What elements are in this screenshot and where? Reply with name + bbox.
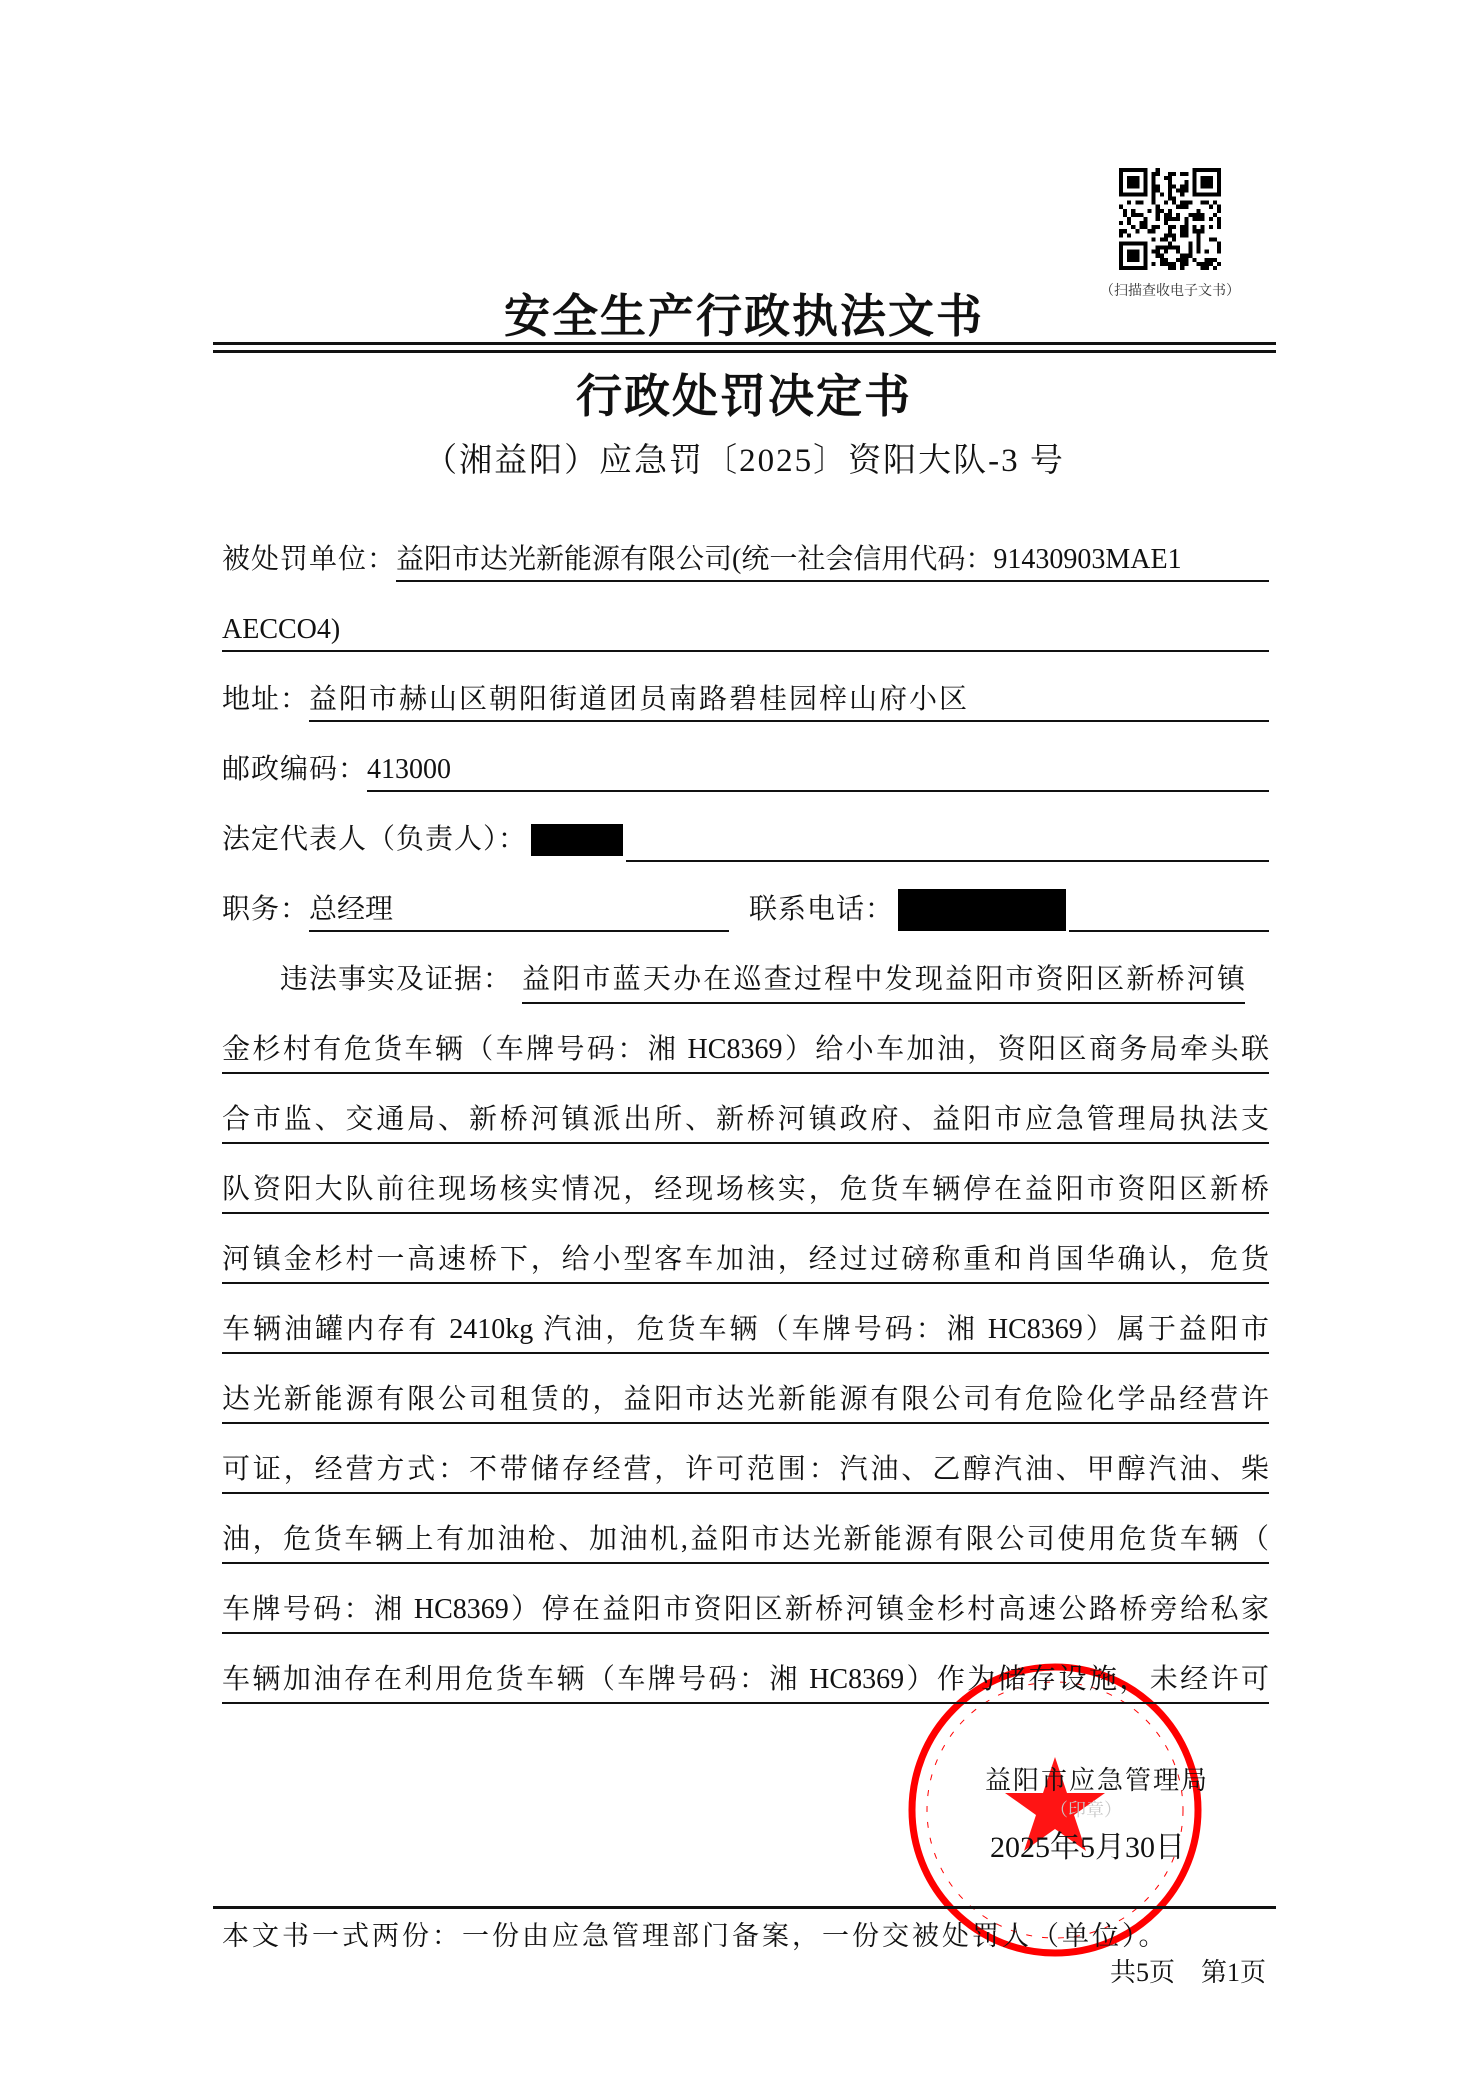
- facts-line: 益阳市蓝天办在巡查过程中发现益阳市资阳区新桥河镇: [522, 958, 1245, 1004]
- party-label: 被处罚单位：: [222, 544, 397, 575]
- address-label: 地址：: [222, 684, 310, 715]
- facts-line: 可证，经营方式：不带储存经营，许可范围：汽油、乙醇汽油、甲醇汽油、柴: [222, 1448, 1269, 1494]
- postcode-value-text: 413000: [367, 754, 452, 785]
- position-value-text: 总经理: [309, 894, 394, 925]
- postcode-row: [222, 748, 1269, 792]
- party-value: [396, 538, 1269, 582]
- document-number: （湘益阳）应急罚〔2025〕资阳大队-3 号: [424, 443, 1065, 479]
- qr-caption: （扫描查收电子文书）: [1100, 284, 1240, 299]
- facts-label: 违法事实及证据：: [280, 964, 513, 995]
- header-divider-top: [213, 342, 1276, 345]
- party-value-cont-text: AECCO4): [222, 614, 341, 645]
- phone-label: 联系电话：: [749, 894, 895, 925]
- facts-line: 车牌号码：湘 HC8369）停在益阳市资阳区新桥河镇金杉村高速公路桥旁给私家: [222, 1588, 1269, 1634]
- facts-line: 达光新能源有限公司租赁的，益阳市达光新能源有限公司有危险化学品经营许: [222, 1378, 1269, 1424]
- redacted-name: [531, 824, 623, 856]
- header-divider-bottom: [213, 350, 1276, 353]
- position-row: [222, 888, 1269, 932]
- facts-line: 河镇金杉村一高速桥下，给小型客车加油，经过过磅称重和肖国华确认，危货: [222, 1238, 1269, 1284]
- facts-line: 合市监、交通局、新桥河镇派出所、新桥河镇政府、益阳市应急管理局执法支: [222, 1098, 1269, 1144]
- address-value: [309, 678, 1269, 722]
- position-label: 职务：: [222, 894, 310, 925]
- document-title: 行政处罚决定书: [576, 371, 912, 422]
- seal-hint: （印章）: [1050, 1800, 1122, 1820]
- address-row: [222, 678, 1269, 722]
- redacted-phone: [898, 889, 1066, 931]
- address-value-text: 益阳市赫山区朝阳街道团员南路碧桂园梓山府小区: [309, 684, 970, 715]
- series-title: 安全生产行政执法文书: [504, 291, 984, 342]
- footer-divider: [213, 1906, 1276, 1909]
- legal-rep-label: 法定代表人（负责人）：: [222, 824, 528, 855]
- party-value-cont: [222, 608, 1269, 652]
- legal-rep-row: [222, 818, 1269, 862]
- qr-code-icon[interactable]: [1117, 168, 1223, 270]
- issuing-authority: 益阳市应急管理局: [985, 1766, 1210, 1795]
- issue-date: 2025年5月30日: [990, 1831, 1185, 1864]
- facts-line: 油，危货车辆上有加油枪、加油机,益阳市达光新能源有限公司使用危货车辆（: [222, 1518, 1269, 1564]
- copies-note: 本文书一式两份：一份由应急管理部门备案，一份交被处罚人（单位）。: [222, 1921, 1169, 1951]
- party-value-text: 益阳市达光新能源有限公司(统一社会信用代码：91430903MAE1: [396, 544, 1182, 575]
- facts-line: 金杉村有危货车辆（车牌号码：湘 HC8369）给小车加油，资阳区商务局牵头联: [222, 1028, 1269, 1074]
- phone-value: [1069, 888, 1269, 932]
- party-row-cont: [222, 608, 1269, 652]
- party-row: [222, 538, 1269, 582]
- postcode-label: 邮政编码：: [222, 754, 368, 785]
- position-value: [309, 888, 729, 932]
- facts-line: 队资阳大队前往现场核实情况，经现场核实，危货车辆停在益阳市资阳区新桥: [222, 1168, 1269, 1214]
- facts-line: 车辆加油存在利用危货车辆（车牌号码：湘 HC8369）作为储存设施，未经许可: [222, 1658, 1269, 1704]
- facts-line: 车辆油罐内存有 2410kg 汽油，危货车辆（车牌号码：湘 HC8369）属于益阳市: [222, 1308, 1269, 1354]
- page-indicator: 共5页 第1页: [1109, 1958, 1266, 1987]
- postcode-value: [367, 748, 1269, 792]
- legal-rep-value: [626, 818, 1269, 862]
